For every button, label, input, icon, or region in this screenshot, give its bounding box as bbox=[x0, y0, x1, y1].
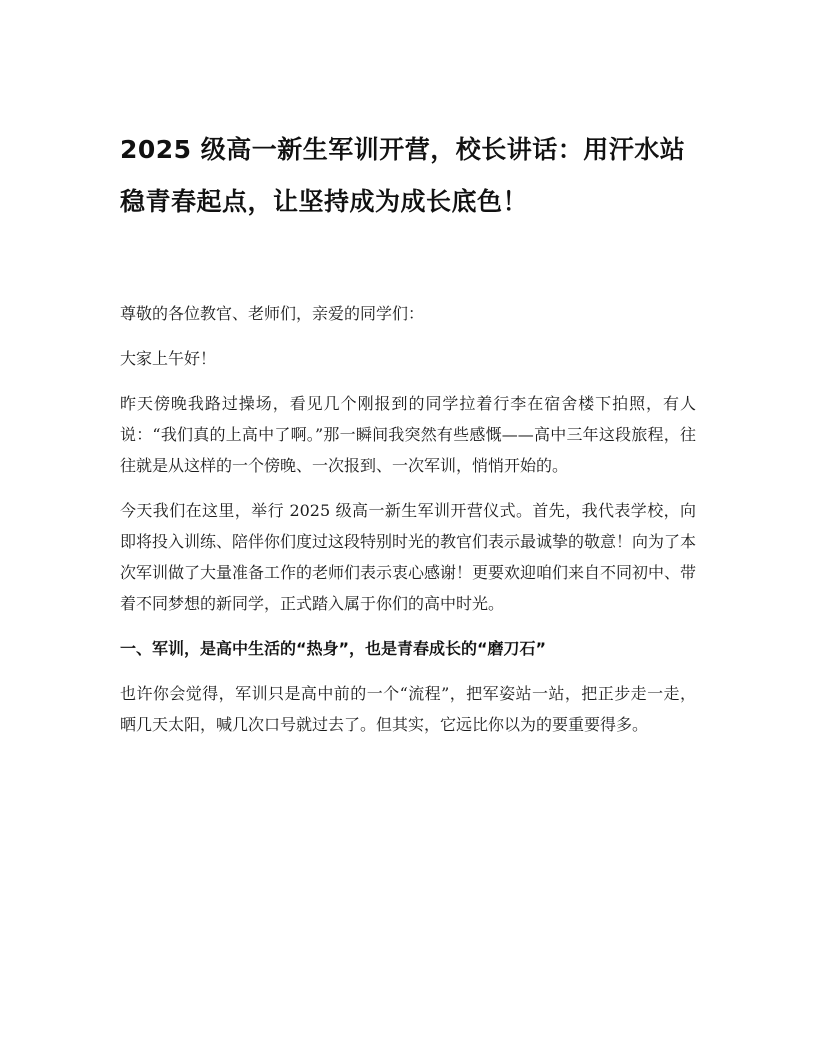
paragraph: 昨天傍晚我路过操场，看见几个刚报到的同学拉着行李在宿舍楼下拍照，有人说：“我们真的上高中了啊。”那一瞬间我突然有些感慨——高中三年这段旅程，往往就是从这样的一个傍晚、一次报到、一次军训，悄悄开始的。 bbox=[120, 394, 696, 475]
section-heading: 一、军训，是高中生活的“热身”，也是青春成长的“磨刀石” bbox=[120, 639, 547, 658]
document-page bbox=[120, 0, 696, 754]
document-title: 2025 级高一新生军训开营，校长讲话：用汗水站稳青春起点，让坚持成为成长底色！ bbox=[120, 135, 686, 216]
document-body bbox=[120, 298, 696, 740]
salutation-line: 大家上午好！ bbox=[120, 349, 217, 368]
paragraph: 今天我们在这里，举行 2025 级高一新生军训开营仪式。首先，我代表学校，向即将投入训练、陪伴你们度过这段特别时光的教官们表示最诚挚的敬意！向为了本次军训做了大量准备工作的老师们表示衷心感谢！更要欢迎咱们来自不同初中、带着不同梦想的新同学，正式踏入属于你们的高中时光。 bbox=[120, 501, 697, 613]
greeting-line: 尊敬的各位教官、老师们，亲爱的同学们： bbox=[120, 304, 425, 323]
paragraph: 也许你会觉得，军训只是高中前的一个“流程”，把军姿站一站，把正步走一走，晒几天太阳，喊几次口号就过去了。但其实，它远比你以为的要重要得多。 bbox=[120, 684, 696, 734]
